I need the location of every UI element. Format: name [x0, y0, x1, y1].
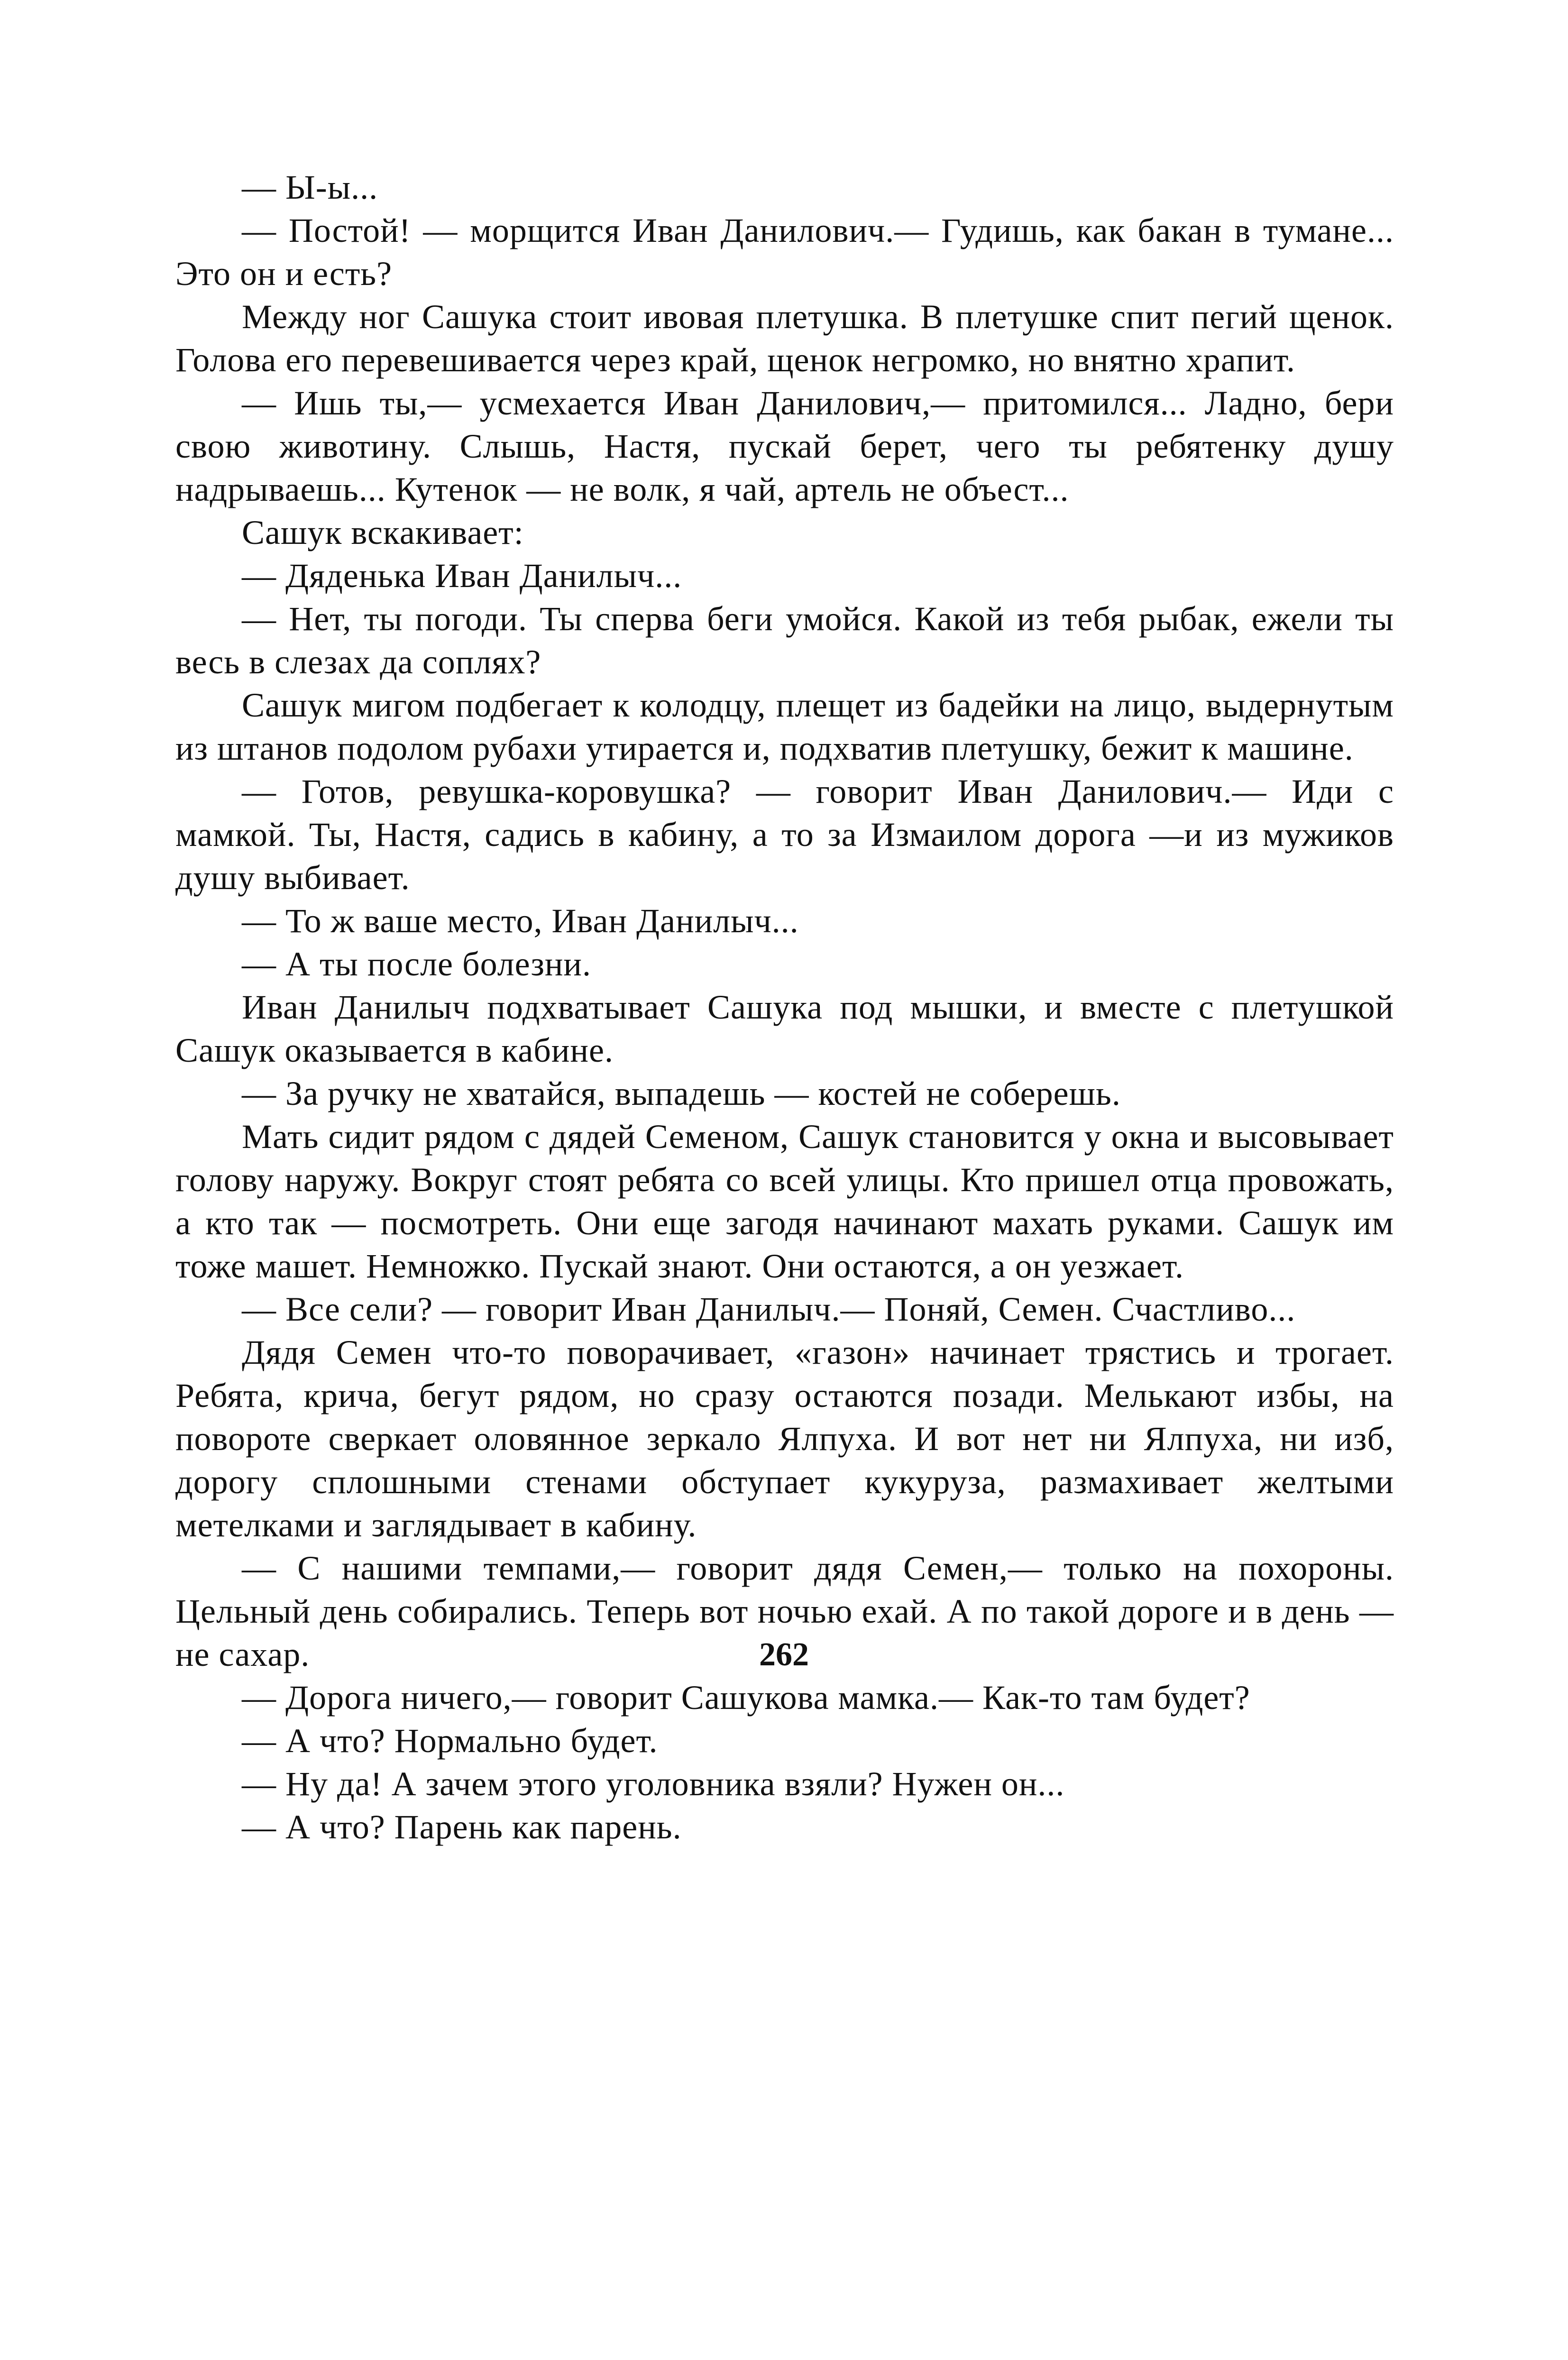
body-text	[175, 166, 1394, 1849]
paragraph-21: — А что? Парень как парень.	[242, 1808, 682, 1846]
paragraph-20: — Ну да! А зачем этого уголовника взяли? Нужен он...	[242, 1765, 1065, 1803]
paragraph-11: — А ты после болезни.	[242, 945, 591, 983]
paragraph-18: — Дорога ничего,— говорит Сашукова мамка.— Как-то там будет?	[242, 1679, 1250, 1717]
paragraph-15: — Все сели? — говорит Иван Данилыч.— Поняй, Семен. Счастливо...	[242, 1290, 1296, 1328]
paragraph-2: — Постой! — морщится Иван Данилович.— Гудишь, как бакан в тумане... Это он и есть?	[175, 211, 1394, 293]
paragraph-3: Между ног Сашука стоит ивовая плетушка. В плетушке спит пегий щенок. Голова его перевешивается через край, щенок негромко, но внятно храпит.	[175, 298, 1394, 379]
paragraph-1: — Ы-ы...	[242, 168, 378, 206]
paragraph-10: — То ж ваше место, Иван Данилыч...	[242, 902, 799, 940]
paragraph-8: Сашук мигом подбегает к колодцу, плещет из бадейки на лицо, выдернутым из штанов подолом рубахи утирается и, подхватив плетушку, бежит к машине.	[175, 686, 1394, 767]
paragraph-19: — А что? Нормально будет.	[242, 1722, 658, 1760]
paragraph-7: — Нет, ты погоди. Ты сперва беги умойся. Какой из тебя рыбак, ежели ты весь в слезах да соплях?	[175, 600, 1394, 681]
paragraph-12: Иван Данилыч подхватывает Сашука под мышки, и вместе с плетушкой Сашук оказывается в кабине.	[175, 988, 1394, 1069]
paragraph-16: Дядя Семен что-то поворачивает, «газон» начинает трястись и трогает. Ребята, крича, бегут рядом, но сразу остаются позади. Мелькают избы, на повороте сверкает оловянное зеркало Ялпуха. И вот нет ни Ялпуха, ни изб, дорогу сплошными стенами обступает кукуруза, размахивает желтыми метелками и заглядывает в кабину.	[175, 1333, 1394, 1544]
paragraph-13: — За ручку не хватайся, выпадешь — костей не соберешь.	[242, 1074, 1121, 1112]
paragraph-4: — Ишь ты,— усмехается Иван Данилович,— притомился... Ладно, бери свою животину. Слышь, Настя, пускай берет, чего ты ребятенку душу надрываешь... Кутенок — не волк, я чай, артель не объест...	[175, 384, 1394, 508]
page-number: 262	[759, 1636, 809, 1673]
paragraph-14: Мать сидит рядом с дядей Семеном, Сашук становится у окна и высовывает голову наружу. Вокруг стоят ребята со всей улицы. Кто пришел отца провожать, а кто так — посмотреть. Они еще загодя начинают махать руками. Сашук им тоже машет. Немножко. Пускай знают. Они остаются, а он уезжает.	[175, 1118, 1394, 1285]
paragraph-5: Сашук вскакивает:	[242, 514, 524, 551]
paragraph-9: — Готов, ревушка-коровушка? — говорит Иван Данилович.— Иди с мамкой. Ты, Настя, садись в кабину, а то за Измаилом дорога —и из мужиков душу выбивает.	[175, 772, 1394, 897]
paragraph-6: — Дяденька Иван Данилыч...	[242, 557, 682, 595]
paragraph-17: — С нашими темпами,— говорит дядя Семен,— только на похороны. Цельный день собирались. Теперь вот ночью ехай. А по такой дороге и в день — не сахар.	[175, 1549, 1394, 1673]
